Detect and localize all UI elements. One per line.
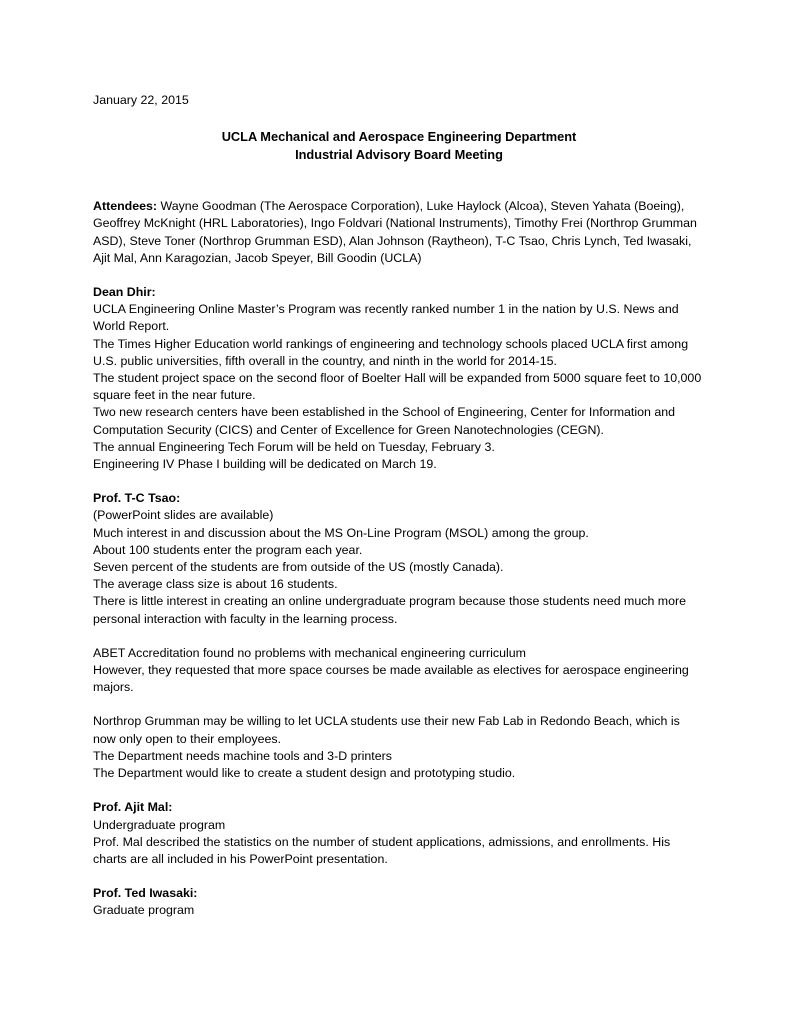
- document-page: [93, 92, 705, 937]
- attendees-paragraph: [93, 198, 705, 267]
- section-line: There is little interest in creating an online undergraduate program because those students need much more personal interaction with faculty in the learning process.: [93, 594, 687, 626]
- section-heading: Dean Dhir:: [93, 285, 156, 300]
- section-line: However, they requested that more space courses be made available as electives for aerospace engineering majors.: [93, 663, 689, 695]
- attendees-label: Attendees:: [93, 199, 158, 214]
- section-line: The average class size is about 16 students.: [93, 577, 338, 592]
- section-heading: Prof. T-C Tsao:: [93, 491, 181, 506]
- section-line: Seven percent of the students are from outside of the US (mostly Canada).: [93, 560, 504, 575]
- section-line: ABET Accreditation found no problems with mechanical engineering curriculum: [93, 645, 526, 660]
- section-line: (PowerPoint slides are available): [93, 508, 274, 523]
- section-line: Two new research centers have been established in the School of Engineering, Center for Information and Computation Security (CICS) and Center of Excellence for Green Nanotechnologies (CEGN).: [93, 405, 676, 437]
- section-line: UCLA Engineering Online Master’s Program was recently ranked number 1 in the nation by U.S. News and World Report.: [93, 302, 679, 334]
- section-line: The annual Engineering Tech Forum will be held on Tuesday, February 3.: [93, 439, 495, 454]
- section-line: The Department needs machine tools and 3-D printers: [93, 748, 392, 763]
- section-line: Prof. Mal described the statistics on the number of student applications, admissions, and enrollments. His charts are all included in his PowerPoint presentation.: [93, 834, 671, 866]
- section-northrop: [93, 713, 705, 782]
- section-line: The student project space on the second floor of Boelter Hall will be expanded from 5000 square feet to 10,000 square feet in the near future.: [93, 371, 702, 403]
- section-heading: Prof. Ted Iwasaki:: [93, 886, 198, 901]
- section-line: Northrop Grumman may be willing to let UCLA students use their new Fab Lab in Redondo Beach, which is now only open to their employees.: [93, 714, 680, 746]
- section-line: Undergraduate program: [93, 817, 226, 832]
- section-line: Much interest in and discussion about the MS On-Line Program (MSOL) among the group.: [93, 525, 589, 540]
- section-ted-iwasaki: [93, 885, 705, 919]
- section-line: Graduate program: [93, 903, 195, 918]
- section-ajit-mal: [93, 799, 705, 868]
- section-heading: Prof. Ajit Mal:: [93, 800, 173, 815]
- attendees-list: Wayne Goodman (The Aerospace Corporation), Luke Haylock (Alcoa), Steven Yahata (Boeing), Geoffrey McKnight (HRL Laboratories), Ingo Foldvari (National Instruments), Timothy Frei (Northrop Grumman ASD), Steve Toner (Northrop Grumman ESD), Alan Johnson (Raytheon), T-C Tsao, Chris Lynch, Ted Iwasaki, Ajit Mal, Ann Karagozian, Jacob Speyer, Bill Goodin (UCLA): [93, 199, 697, 265]
- section-line: Engineering IV Phase I building will be dedicated on March 19.: [93, 457, 437, 472]
- meeting-date: January 22, 2015: [93, 93, 189, 107]
- section-line: About 100 students enter the program each year.: [93, 542, 363, 557]
- section-line: The Times Higher Education world rankings of engineering and technology schools placed UCLA first among U.S. public universities, fifth overall in the country, and ninth in the world for 2014-15.: [93, 336, 689, 368]
- section-line: The Department would like to create a student design and prototyping studio.: [93, 766, 516, 781]
- section-tc-tsao: [93, 490, 705, 628]
- document-title: [93, 128, 705, 164]
- title-line-2: Industrial Advisory Board Meeting: [295, 147, 503, 163]
- section-dean-dhir: [93, 284, 705, 473]
- section-abet: [93, 645, 705, 697]
- title-line-1: UCLA Mechanical and Aerospace Engineering Department: [221, 129, 577, 145]
